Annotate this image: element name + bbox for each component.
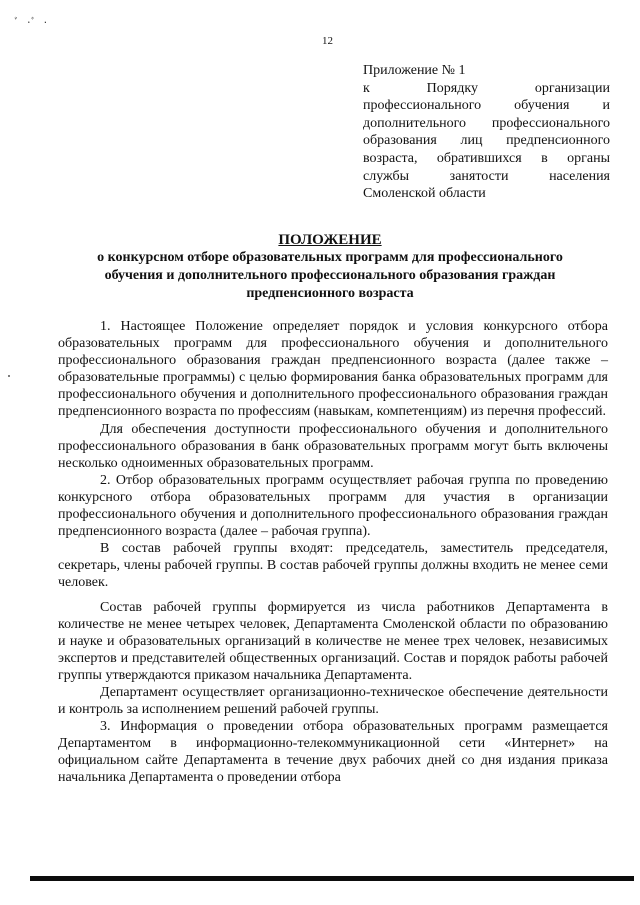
paragraph-4: В состав рабочей группы входят: председатель, заместитель председателя, секретарь, члены рабочей группы. В состав рабочей группы должны входить не менее семи человек. bbox=[58, 541, 608, 591]
paragraph-2: Для обеспечения доступности профессионального обучения и дополнительного профессионального образования в банк образовательных программ могут быть включены несколько одноименных образовательных программ. bbox=[58, 421, 608, 471]
paragraph-1: 1. Настоящее Положение определяет порядок и условия конкурсного отбора образовательных программ для профессионального обучения и дополнительного профессионального образования граждан предпенсионного возраста (далее также – образовательные программы) с целью формирования банка образовательных программ для профессионального обучения и дополнительного профессионального образования граждан предпенсионного возраста по профессиям (навыкам, компетенциям) из перечня профессий. bbox=[58, 319, 608, 420]
paragraph-5: Состав рабочей группы формируется из числа работников Департамента в количестве не менее четырех человек, Департамента Смоленской области по образованию и науке и образовательных организаций в количестве не менее трех человек, независимых экспертов и представителей общественных организаций. Состав и порядок работы рабочей группы утверждаются приказом начальника Департамента. bbox=[58, 599, 608, 683]
scan-marks: ﾞ ·ﾞ · bbox=[14, 16, 50, 29]
paragraph-3: 2. Отбор образовательных программ осуществляет рабочая группа по проведению конкурсного отбора образовательных программ для участия в организации профессионального обучения и дополнительного профессионального образования граждан предпенсионного возраста (далее – рабочая группа). bbox=[58, 472, 608, 540]
document-subtitle: о конкурсном отборе образовательных программ для профессионального обучения и дополнительного профессионального образования граждан предпенсионного возраста bbox=[97, 250, 563, 301]
page-number: 12 bbox=[322, 35, 333, 47]
bottom-scan-bar bbox=[30, 876, 634, 881]
paragraph-6: Департамент осуществляет организационно-техническое обеспечение деятельности и контроль за исполнением решений рабочей группы. bbox=[58, 684, 608, 718]
document-title: ПОЛОЖЕНИЕ bbox=[278, 232, 382, 248]
paragraph-7: 3. Информация о проведении отбора образовательных программ размещается Департаментом в информационно-телекоммуникационной сети «Интернет» на официальном сайте Департамента в течение двух рабочих дней со дня издания приказа начальника Департамента о проведении отбора bbox=[58, 719, 608, 786]
document-heading bbox=[70, 231, 590, 303]
appendix-title: Приложение № 1 bbox=[363, 63, 466, 78]
document-body bbox=[58, 318, 608, 787]
appendix-block bbox=[363, 62, 610, 203]
margin-speck bbox=[8, 375, 10, 377]
appendix-text: к Порядку организации профессионального обучения и дополнительного профессионального образования лиц предпенсионного возраста, обратившихся в органы службы занятости населения Смоленской области bbox=[363, 80, 610, 202]
